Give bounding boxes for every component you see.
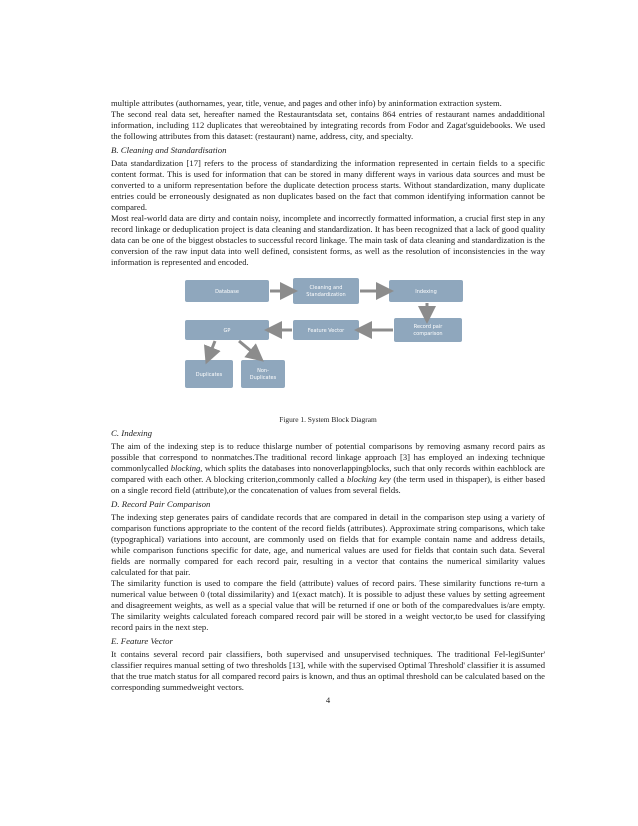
paragraph: The second real data set, hereafter named the Restaurantsdata set, contains 864 entries of restaurant names andadditional information, including 112 duplicates that wereobtained by integrating records from Fodor and Zagat'sguidebooks. We used the following attributes from this dataset: (restaurant) name, address, city, and specialty. bbox=[111, 109, 545, 141]
text-run: (the term used in thispaper), is either based on a single record field (attribute),or the concatenation of values from several fields. bbox=[111, 474, 545, 495]
text-run: which splits the databases into nonoverlappingblocks, such that only records within eachblock are compared with each other. A blocking criterion,commonly called a bbox=[111, 463, 545, 484]
feature-vector-label: Feature Vector bbox=[307, 328, 345, 334]
indexing-label: Indexing bbox=[415, 289, 437, 295]
emphasis-blocking-key: blocking key bbox=[346, 474, 391, 484]
gp-label: GP bbox=[223, 328, 231, 334]
paragraph: The similarity function is used to compare the field (attribute) values of record pairs. These similarity functions re-turn a numerical value between 0 (total dissimilarity) and 1(exact match). It is possible to adjust these values by setting agreement and disagreement weights, as well as a special value that will be returned if one or both of the comparedvalues is/are empty. The similarity weights calculated foreach compared record pair will be stored in a weight vector,to be used for classifying record pairs in the next step. bbox=[111, 578, 545, 632]
paragraph: Most real-world data are dirty and contain noisy, incomplete and incorrectly formatted information, a crucial first step in any record linkage or deduplication project is data cleaning and standardization. It has been recognized that a lack of good quality data can be one of the biggest obstacles to successful record linkage. The main task of data cleaning and standardization is the conversion of the raw input data into well defined, consistent forms, as well as the resolution of inconsistencies in the way information is represented and encoded. bbox=[111, 213, 545, 267]
cleaning-label-line2: Standardization bbox=[306, 292, 346, 298]
diagram-canvas bbox=[111, 272, 545, 410]
paragraph: Data standardization [17] refers to the process of standardizing the information represented in certain fields to a specific content format. This is used for information that can be stored in many different ways in various data sources and must be converted to a uniform representation before the duplicate detection process starts. Without standardization, many duplicate entries could be erroneously designated as non duplicates based on the fact that common identifying information cannot be compared. bbox=[111, 158, 545, 212]
page-content bbox=[111, 98, 545, 706]
cleaning-box bbox=[293, 278, 359, 304]
section-heading-d: D. Record Pair Comparison bbox=[111, 499, 211, 509]
record-pair-label-line2: comparison bbox=[413, 331, 443, 337]
paragraph: multiple attributes (authornames, year, title, venue, and pages and other info) by aninformation extraction system. bbox=[111, 98, 502, 108]
database-label: Database bbox=[215, 289, 239, 295]
cleaning-label-line1: Cleaning and bbox=[309, 285, 343, 291]
emphasis-blocking: blocking, bbox=[170, 463, 203, 473]
arrow-gp-duplicates bbox=[209, 341, 215, 356]
system-block-diagram bbox=[111, 272, 545, 410]
page-number: 4 bbox=[325, 695, 331, 705]
paragraph bbox=[111, 441, 545, 496]
section-heading-e: E. Feature Vector bbox=[111, 636, 173, 646]
record-pair-label-line1: Record pair bbox=[413, 324, 443, 330]
non-duplicates-label-line1: Non- bbox=[257, 368, 269, 374]
duplicates-label: Duplicates bbox=[195, 372, 223, 378]
record-pair-box bbox=[394, 318, 462, 342]
arrow-gp-non-duplicates bbox=[239, 341, 257, 356]
section-heading-b: B. Cleaning and Standardisation bbox=[111, 145, 227, 155]
text-run: The aim of the indexing step is to reduce thislarge number of potential comparisons by removing asmany record pairs as possible that correspond to nonmatches.The traditional record linkage approach [3] has employed an indexing technique commonlycalled bbox=[111, 441, 545, 473]
paragraph: The indexing step generates pairs of candidate records that are compared in detail in the comparison step using a variety of comparison functions appropriate to the content of the record fields (attributes). Approximate string comparisons, which take (typographical) variations into account, are commonly used on fields that for example contain name and address details, while comparison functions specific for date, age, and numerical values are used for fields that contain such data. Several fields are normally compared for each record pair, resulting in a vector that contains the numerical similarity values calculated for that pair. bbox=[111, 512, 545, 577]
section-heading-c: C. Indexing bbox=[111, 428, 153, 438]
figure-caption: Figure 1. System Block Diagram bbox=[279, 415, 377, 424]
non-duplicates-label-line2: Duplicates bbox=[249, 375, 277, 381]
non-duplicates-box bbox=[241, 360, 285, 388]
paragraph: It contains several record pair classifiers, both supervised and unsupervised techniques. The traditional Fel-legiSunter' classifier requires manual setting of two thresholds [13], while with the supervised Optimal Threshold' classifier it is assumed that the true match status for all compared record pairs is known, and thus an optimal threshold can be calculated based on the corresponding summedweight vectors. bbox=[111, 649, 545, 692]
